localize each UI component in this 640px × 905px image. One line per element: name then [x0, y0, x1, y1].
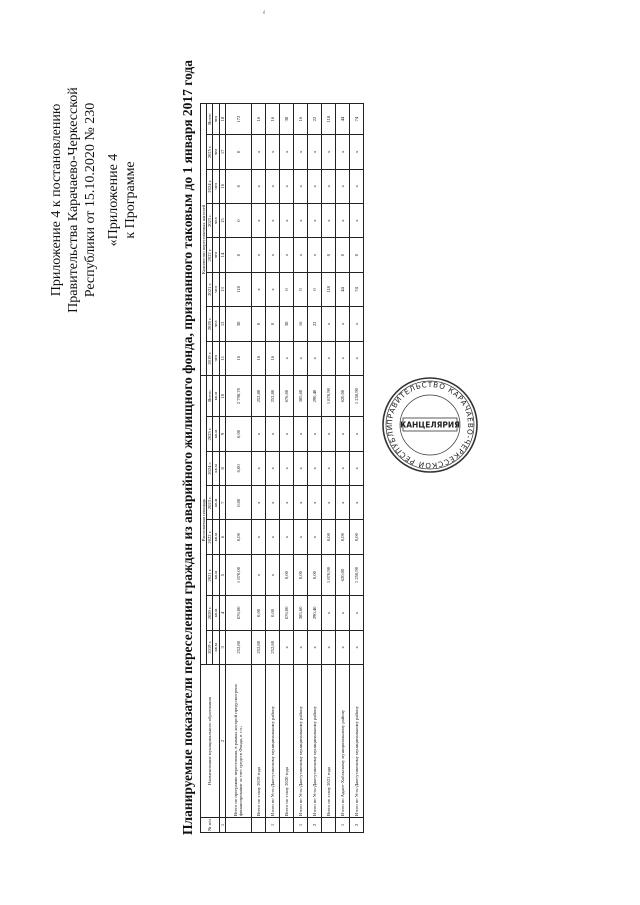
- table-cell: 0,00: [307, 554, 321, 595]
- table-cell: 290,40: [307, 375, 321, 416]
- table-cell: х: [279, 486, 293, 520]
- table-cell: 0: [225, 169, 251, 203]
- table-cell: 1 870,90: [321, 375, 335, 416]
- table-cell: 676,00: [279, 596, 293, 630]
- table-cell: 0,00: [265, 596, 279, 630]
- table-cell: 16: [265, 341, 279, 375]
- table-cell: х: [335, 596, 349, 630]
- row-number-cell: 2: [349, 818, 363, 833]
- year-header: 2025 г.: [207, 417, 213, 451]
- header-line-5: к Программе: [123, 161, 138, 239]
- unit-header: кв.м: [213, 451, 219, 485]
- year-header: 2019 г.: [207, 630, 213, 664]
- row-number-cell: 1: [293, 818, 307, 833]
- table-cell: 0,00: [335, 520, 349, 554]
- table-cell: 16: [265, 104, 279, 135]
- table-cell: 252,80: [265, 375, 279, 416]
- table-cell: 16: [251, 341, 265, 375]
- table-cell: х: [307, 630, 321, 664]
- table-cell: х: [279, 341, 293, 375]
- document-header: [48, 40, 139, 360]
- unit-header: кв.м: [213, 630, 219, 664]
- unit-header: кв.м: [213, 520, 219, 554]
- row-name-cell: Итого по Адыге-Хабльскому муниципальному району: [335, 665, 349, 818]
- table-cell: 0,00: [279, 554, 293, 595]
- table-cell: х: [349, 417, 363, 451]
- year-header: 2021 г.: [207, 272, 213, 306]
- table-cell: х: [265, 169, 279, 203]
- table-cell: 0: [225, 203, 251, 237]
- table-cell: 0: [321, 238, 335, 272]
- table-cell: 16: [293, 307, 307, 341]
- table-cell: 38: [279, 104, 293, 135]
- table-cell: х: [279, 135, 293, 169]
- year-header: 2019 г.: [207, 341, 213, 375]
- column-number-cell: 16: [219, 169, 225, 203]
- table-cell: х: [293, 520, 307, 554]
- unit-header: чел: [213, 104, 219, 135]
- table-cell: х: [265, 554, 279, 595]
- table-cell: 0,00: [349, 520, 363, 554]
- table-cell: х: [321, 630, 335, 664]
- unit-header: кв.м: [213, 486, 219, 520]
- table-cell: 44: [335, 272, 349, 306]
- table-cell: х: [279, 520, 293, 554]
- table-cell: 0,00: [225, 451, 251, 485]
- table-cell: х: [293, 169, 307, 203]
- table-cell: 16: [225, 341, 251, 375]
- table-cell: х: [293, 238, 307, 272]
- column-number-cell: 5: [219, 554, 225, 595]
- table-cell: 0: [251, 307, 265, 341]
- table-cell: 118: [321, 104, 335, 135]
- table-cell: х: [265, 135, 279, 169]
- table-cell: 16: [251, 104, 265, 135]
- table-cell: х: [307, 203, 321, 237]
- row-number-cell: [321, 818, 335, 833]
- column-number-cell: 14: [219, 238, 225, 272]
- table-cell: 0,00: [225, 520, 251, 554]
- table-cell: х: [251, 272, 265, 306]
- col-name-header: Наименование муниципального образования: [201, 665, 220, 818]
- column-number-cell: 11: [219, 341, 225, 375]
- table-cell: х: [251, 169, 265, 203]
- year-header: 2023 г.: [207, 203, 213, 237]
- table-cell: 0: [293, 272, 307, 306]
- table-cell: 118: [225, 272, 251, 306]
- row-number-cell: 2: [307, 818, 321, 833]
- table-cell: х: [307, 417, 321, 451]
- table-row: [225, 104, 251, 833]
- table-cell: 0: [279, 272, 293, 306]
- year-header: 2022 г.: [207, 238, 213, 272]
- table-cell: х: [349, 135, 363, 169]
- table-row: [251, 104, 265, 833]
- table-cell: х: [321, 135, 335, 169]
- table-cell: 44: [335, 104, 349, 135]
- table-cell: 1 250,90: [349, 375, 363, 416]
- column-number-cell: 2: [219, 665, 225, 818]
- row-name-cell: Итого по Усть-Джегутинскому муниципальному району: [265, 665, 279, 818]
- group-people-header: Количество переселяемых жителей: [201, 104, 207, 376]
- table-cell: х: [251, 238, 265, 272]
- row-number-cell: [225, 818, 251, 833]
- col-num-header: № п/п: [201, 818, 220, 833]
- table-cell: х: [335, 203, 349, 237]
- table-cell: х: [335, 169, 349, 203]
- unit-header: чел: [213, 272, 219, 306]
- column-number-cell: 9: [219, 417, 225, 451]
- column-number-cell: 7: [219, 486, 225, 520]
- row-number-cell: [251, 818, 265, 833]
- table-cell: х: [321, 417, 335, 451]
- group-area-header: Расселяемая площадь: [201, 375, 207, 664]
- column-number-cell: 17: [219, 135, 225, 169]
- table-cell: 0,00: [293, 554, 307, 595]
- table-cell: х: [279, 630, 293, 664]
- row-name-cell: Итого по Усть-Джегутинскому муниципальному району: [307, 665, 321, 818]
- table-cell: 38: [225, 307, 251, 341]
- table-cell: 74: [349, 104, 363, 135]
- year-header: 2021 г.: [207, 554, 213, 595]
- table-cell: 1 870,00: [225, 554, 251, 595]
- table-cell: х: [349, 341, 363, 375]
- table-cell: 0,00: [225, 417, 251, 451]
- table-cell: 620,00: [335, 375, 349, 416]
- unit-header: чел: [213, 135, 219, 169]
- table-cell: х: [335, 451, 349, 485]
- table-cell: 676,00: [225, 596, 251, 630]
- table-cell: х: [293, 630, 307, 664]
- row-number-cell: [279, 818, 293, 833]
- table-body: [225, 104, 363, 833]
- column-number-cell: 18: [219, 104, 225, 135]
- table-cell: х: [293, 203, 307, 237]
- table-cell: х: [321, 169, 335, 203]
- table-cell: х: [265, 486, 279, 520]
- official-seal: [380, 375, 480, 475]
- table-cell: х: [265, 451, 279, 485]
- table-cell: х: [251, 554, 265, 595]
- table-cell: 2 798,70: [225, 375, 251, 416]
- table-cell: 38: [279, 307, 293, 341]
- table-cell: х: [307, 238, 321, 272]
- table-cell: х: [265, 238, 279, 272]
- table-cell: х: [321, 486, 335, 520]
- table-cell: х: [307, 341, 321, 375]
- column-number-cell: 12: [219, 307, 225, 341]
- table-row: [321, 104, 335, 833]
- year-header: 2024 г.: [207, 451, 213, 485]
- table-cell: х: [279, 451, 293, 485]
- table-cell: 0: [225, 135, 251, 169]
- table-cell: 0: [225, 238, 251, 272]
- table-cell: х: [293, 486, 307, 520]
- table-cell: 385,60: [293, 596, 307, 630]
- table-cell: 22: [307, 104, 321, 135]
- table-cell: х: [335, 135, 349, 169]
- table-row: [265, 104, 279, 833]
- table-cell: х: [335, 486, 349, 520]
- column-number-cell: 1: [219, 818, 225, 833]
- row-name-cell: Всего по этапу 2020 года: [279, 665, 293, 818]
- row-number-cell: 1: [335, 818, 349, 833]
- table-cell: х: [251, 203, 265, 237]
- table-cell: х: [251, 451, 265, 485]
- table-cell: 0,00: [251, 596, 265, 630]
- column-number-cell: 10: [219, 375, 225, 416]
- table-cell: 0,00: [225, 486, 251, 520]
- column-number-cell: 13: [219, 272, 225, 306]
- table-cell: 252,80: [251, 630, 265, 664]
- seal-icon: [380, 375, 480, 475]
- year-header: 2022 г.: [207, 520, 213, 554]
- table-cell: х: [279, 169, 293, 203]
- table-cell: 172: [225, 104, 251, 135]
- year-header: 2025 г.: [207, 135, 213, 169]
- column-number-cell: 3: [219, 630, 225, 664]
- unit-header: чел: [213, 238, 219, 272]
- table-row: [307, 104, 321, 833]
- table-cell: 16: [293, 104, 307, 135]
- table-cell: 22: [307, 307, 321, 341]
- row-name-cell: Всего по программе переселения, в рамках которой предусмотрено финансирование за счет средств Фонда, в т.ч.:: [225, 665, 251, 818]
- header-line-2: Правительства Карачаево-Черкесской: [66, 87, 81, 313]
- table-cell: х: [293, 341, 307, 375]
- document-title: Планируемые показатели переселения граждан из аварийного жилищного фонда, признанного таковым до 1 января 2017 года: [180, 59, 195, 835]
- unit-header: чел: [213, 307, 219, 341]
- table-cell: х: [293, 417, 307, 451]
- table-cell: 1 250,90: [349, 554, 363, 595]
- table-cell: х: [307, 486, 321, 520]
- table-cell: х: [307, 520, 321, 554]
- table-cell: 676,00: [279, 375, 293, 416]
- table-cell: х: [321, 596, 335, 630]
- unit-header: кв.м: [213, 554, 219, 595]
- row-name-cell: Итого по Усть-Джегутинскому муниципальному району: [293, 665, 307, 818]
- table-cell: х: [251, 135, 265, 169]
- table-cell: 118: [321, 272, 335, 306]
- table-cell: х: [321, 341, 335, 375]
- unit-header: кв.м: [213, 596, 219, 630]
- table-cell: 252,80: [265, 630, 279, 664]
- table-cell: х: [349, 307, 363, 341]
- column-number-cell: 4: [219, 596, 225, 630]
- table-cell: х: [335, 307, 349, 341]
- table-cell: 1 870,90: [321, 554, 335, 595]
- year-header: 2020 г.: [207, 596, 213, 630]
- table-cell: х: [265, 417, 279, 451]
- column-number-cell: 15: [219, 203, 225, 237]
- unit-header: кв.м: [213, 375, 219, 416]
- table-cell: х: [307, 451, 321, 485]
- table-cell: х: [279, 203, 293, 237]
- table-cell: 385,60: [293, 375, 307, 416]
- row-name-cell: Всего по этапу 2019 года: [251, 665, 265, 818]
- table-cell: 74: [349, 272, 363, 306]
- table-cell: 0,00: [321, 520, 335, 554]
- seal-inner-text: КАНЦЕЛЯРИЯ: [400, 420, 460, 430]
- unit-header: кв.м: [213, 417, 219, 451]
- year-header: 2024 г.: [207, 169, 213, 203]
- year-header: Всего: [207, 104, 213, 135]
- table-cell: 0: [335, 238, 349, 272]
- row-name-cell: Итого по Усть-Джегутинскому муниципальному району: [349, 665, 363, 818]
- table-cell: х: [265, 203, 279, 237]
- table-cell: х: [349, 486, 363, 520]
- table-cell: х: [335, 417, 349, 451]
- closing-quote-mark: ».: [262, 10, 267, 14]
- row-number-cell: 1: [265, 818, 279, 833]
- table-cell: х: [265, 520, 279, 554]
- table-cell: х: [307, 135, 321, 169]
- unit-header: чел: [213, 169, 219, 203]
- seal-ring-text: ПРАВИТЕЛЬСТВО КАРАЧАЕВО-ЧЕРКЕССКОЙ РЕСПУБЛИ: [384, 379, 476, 471]
- header-line-1: Приложение 4 к постановлению: [49, 103, 64, 297]
- column-number-cell: 8: [219, 451, 225, 485]
- table-cell: х: [321, 203, 335, 237]
- table-cell: х: [349, 596, 363, 630]
- table-cell: 290,40: [307, 596, 321, 630]
- column-number-cell: 6: [219, 520, 225, 554]
- table-cell: х: [335, 341, 349, 375]
- table-cell: х: [279, 417, 293, 451]
- unit-header: чел: [213, 341, 219, 375]
- table-cell: х: [349, 630, 363, 664]
- table-cell: х: [349, 169, 363, 203]
- resettlement-table: [200, 103, 364, 833]
- table-cell: 0: [307, 272, 321, 306]
- table-cell: х: [307, 169, 321, 203]
- table-row: [349, 104, 363, 833]
- table-cell: х: [251, 520, 265, 554]
- table-cell: 252,80: [225, 630, 251, 664]
- table-cell: 252,80: [251, 375, 265, 416]
- table-cell: х: [321, 307, 335, 341]
- year-header: 2023 г.: [207, 486, 213, 520]
- table-row: [335, 104, 349, 833]
- table-cell: х: [321, 451, 335, 485]
- table-cell: х: [251, 417, 265, 451]
- year-header: Всего: [207, 375, 213, 416]
- table-row: [279, 104, 293, 833]
- table-cell: х: [279, 238, 293, 272]
- header-line-4: «Приложение 4: [106, 153, 121, 247]
- header-line-3: Республики от 15.10.2020 № 230: [83, 102, 98, 298]
- year-header: 2020 г.: [207, 307, 213, 341]
- table-cell: 0: [265, 307, 279, 341]
- unit-header: чел: [213, 203, 219, 237]
- table-cell: х: [335, 630, 349, 664]
- table-cell: х: [293, 135, 307, 169]
- table-cell: х: [251, 486, 265, 520]
- table-row: [293, 104, 307, 833]
- table-cell: х: [265, 272, 279, 306]
- row-name-cell: Всего по этапу 2021 года: [321, 665, 335, 818]
- table-cell: 620,00: [335, 554, 349, 595]
- table-cell: х: [349, 203, 363, 237]
- table-cell: 0: [349, 238, 363, 272]
- table-cell: х: [293, 451, 307, 485]
- table-cell: х: [349, 451, 363, 485]
